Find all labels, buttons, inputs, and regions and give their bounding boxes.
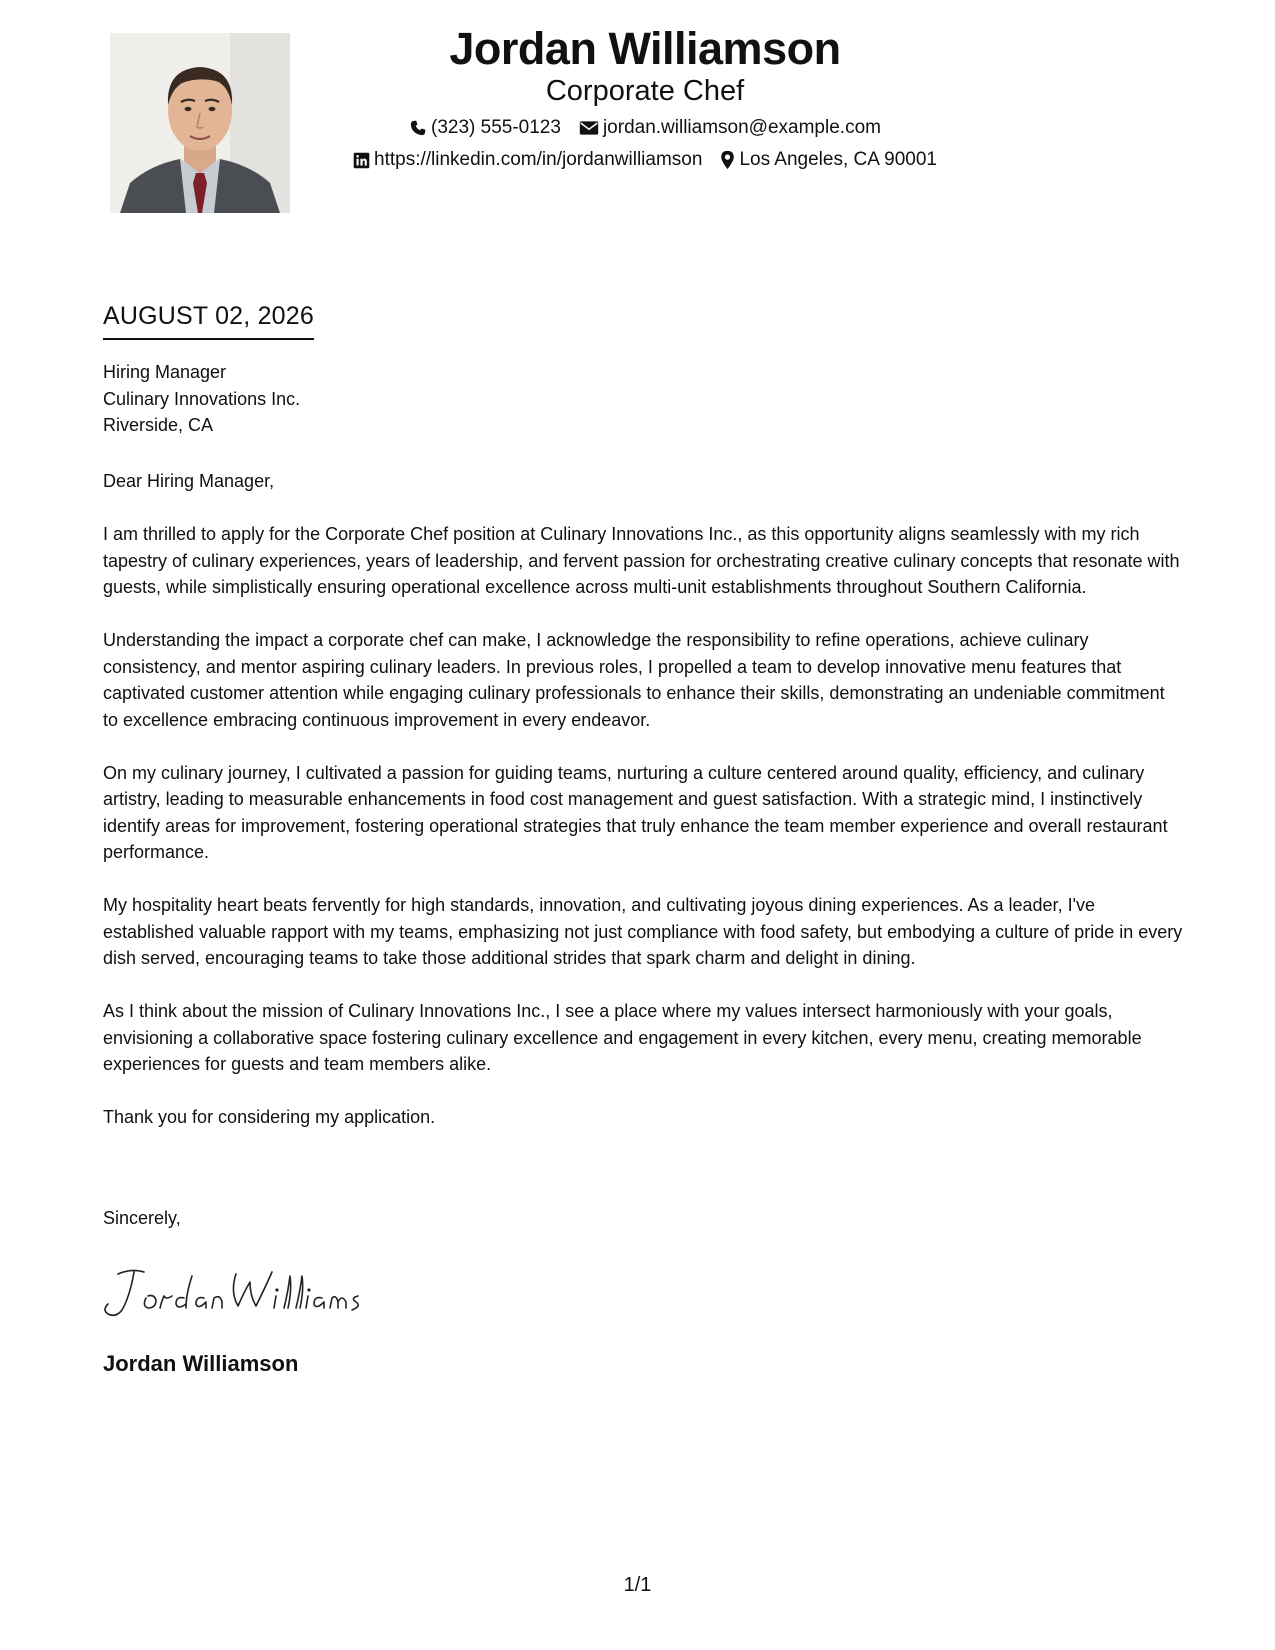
envelope-icon <box>579 120 599 136</box>
email-contact <box>579 116 881 140</box>
job-title: Corporate Chef <box>545 75 745 107</box>
applicant-name: Jordan Williamson <box>449 23 841 74</box>
phone-contact <box>409 116 561 140</box>
contact-line-primary <box>290 116 1000 140</box>
body-paragraph: As I think about the mission of Culinary Innovations Inc., I see a place where my values intersect harmoniously with your goals, envisioning a collaborative space fostering culinary excellence and engagement in every kitchen, every menu, creating memorable experiences for guests and team members alike. <box>103 1001 1142 1074</box>
recipient-block <box>103 359 300 439</box>
linkedin-icon <box>353 152 370 169</box>
profile-photo <box>110 33 290 213</box>
body-paragraph: On my culinary journey, I cultivated a passion for guiding teams, nurturing a culture centered around quality, efficiency, and culinary artistry, leading to measurable enhancements in food cost management and guest satisfaction. With a strategic mind, I instinctively identify areas for improvement, fostering operational strategies that truly enhance the team member experience and overall restaurant performance. <box>103 762 1168 862</box>
letter-header <box>290 22 1000 172</box>
portrait-image <box>110 33 290 213</box>
salutation: Dear Hiring Manager, <box>103 471 275 491</box>
body-paragraph: Understanding the impact a corporate chef can make, I acknowledge the responsibility to refine operations, achieve culinary consistency, and mentor aspiring culinary leaders. In previous roles, I propelled a team to develop innovative menu features that captivated customer attention while engaging culinary professionals to enhance their skills, demonstrating an undeniable commitment to excellence embracing continuous improvement in every endeavor. <box>103 630 1165 730</box>
letter-body <box>103 468 1183 1157</box>
recipient-company: Culinary Innovations Inc. <box>103 388 301 409</box>
linkedin-contact <box>353 148 702 172</box>
email-address[interactable]: jordan.williamson@example.com <box>602 117 881 138</box>
body-paragraph: I am thrilled to apply for the Corporate Chef position at Culinary Innovations Inc., as this opportunity aligns seamlessly with my rich tapestry of culinary experiences, years of leadership, and fervent passion for orchestrating creative culinary concepts that resonate with guests, while simplistically ensuring operational excellence across multi-unit establishments throughout Southern California. <box>103 524 1180 597</box>
map-pin-icon <box>720 150 735 170</box>
handwritten-signature <box>100 1262 370 1322</box>
signer-name: Jordan Williamson <box>103 1351 299 1376</box>
body-paragraph: My hospitality heart beats fervently for high standards, innovation, and cultivating joyous dining experiences. As a leader, I've established valuable rapport with my teams, emphasizing not just compliance with food safety, but embodying a culture of pride in every dish served, encouraging teams to take those additional strides that spark charm and delight in dining. <box>103 895 1183 968</box>
recipient-name: Hiring Manager <box>103 362 227 382</box>
linkedin-url[interactable]: https://linkedin.com/in/jordanwilliamson <box>374 149 703 170</box>
letter-date: AUGUST 02, 2026 <box>103 300 314 340</box>
closing-line: Thank you for considering my application. <box>103 1107 436 1127</box>
phone-icon <box>409 119 427 137</box>
contact-line-secondary <box>290 148 1000 172</box>
location-contact <box>720 148 937 172</box>
page-number: 1/1 <box>623 1574 652 1596</box>
sign-off: Sincerely, <box>103 1208 181 1228</box>
recipient-location: Riverside, CA <box>103 415 214 435</box>
location-text: Los Angeles, CA 90001 <box>739 149 937 170</box>
phone-number: (323) 555-0123 <box>431 117 561 138</box>
